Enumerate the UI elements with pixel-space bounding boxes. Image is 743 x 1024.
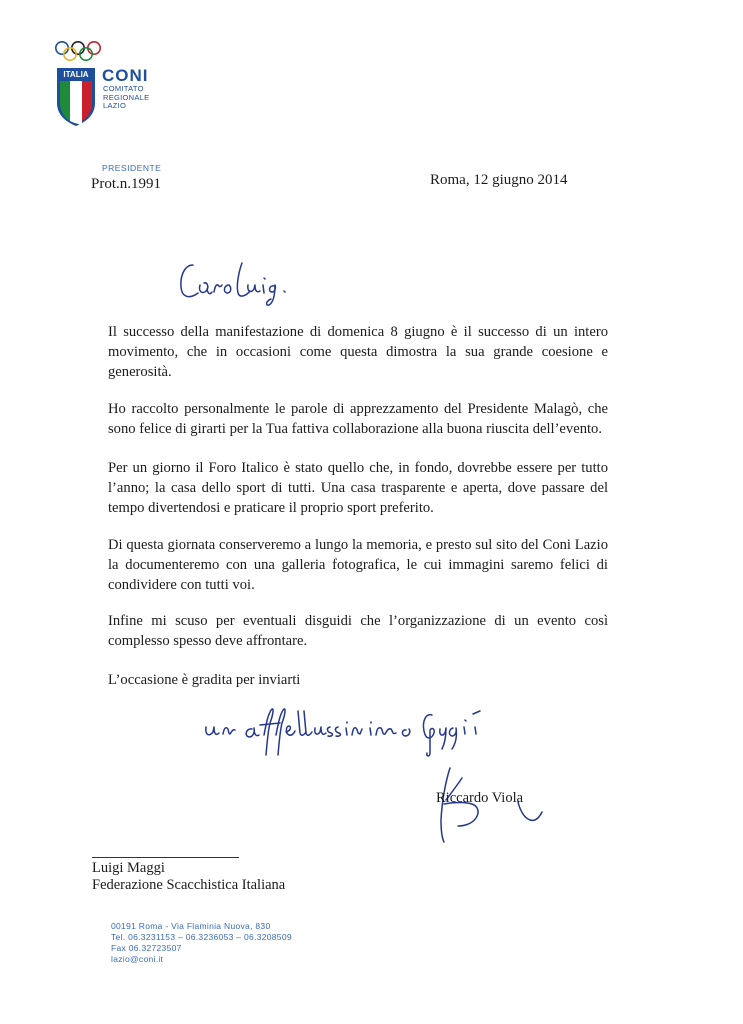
body-paragraph: Ho raccolto personalmente le parole di apprezzamento del Presidente Malagò, che sono felice di girarti per la Tua fattiva collaborazione alla buona riuscita dell’evento. xyxy=(108,401,608,437)
footer-email: lazio@coni.it xyxy=(111,954,164,964)
coni-logo xyxy=(54,40,194,130)
org-abbrev: CONI xyxy=(102,66,149,85)
recipient-rule xyxy=(92,857,239,858)
body-paragraph: Il successo della manifestazione di domenica 8 giugno è il successo di un intero movimento, che in occasioni come questa dimostra la sua grande coesione e generosità. xyxy=(108,324,608,380)
handwritten-salutation xyxy=(176,255,326,310)
recipient-organization: Federazione Scacchistica Italiana xyxy=(92,877,286,893)
shield-label-wrap xyxy=(56,68,96,80)
letter-date: Roma, 12 giugno 2014 xyxy=(430,172,568,188)
recipient-block xyxy=(92,860,285,894)
letterhead-footer xyxy=(111,921,292,965)
body-paragraph: Infine mi scuso per eventuali disguidi che l’organizzazione di un evento così complesso spesso deve affrontare. xyxy=(108,613,608,649)
sender-role: PRESIDENTE xyxy=(102,163,162,173)
footer-tel: Tel. 06.3231153 – 06.3236053 – 06.3208509 xyxy=(111,932,292,942)
protocol-number: Prot.n.1991 xyxy=(91,176,162,192)
body-paragraph: Di questa giornata conserveremo a lungo la memoria, e presto sul sito del Coni Lazio la documenteremo con una galleria fotografica, le cui immagini saremo felici di condividere con tutti voi. xyxy=(108,537,608,593)
org-subtitle xyxy=(103,85,183,111)
org-subtitle-line: LAZIO xyxy=(103,101,127,110)
shield-label: ITALIA xyxy=(63,70,89,79)
handwritten-closing xyxy=(200,703,540,763)
body-paragraph: Per un giorno il Foro Italico è stato quello che, in fondo, dovrebbe essere per tutto l’anno; la casa dello sport di tutti. Una casa trasparente e aperta, dove passare del tempo divertendosi e praticare il proprio sport preferito. xyxy=(108,460,608,516)
footer-fax: Fax 06.32723507 xyxy=(111,943,182,953)
body-paragraph: L’occasione è gradita per inviarti xyxy=(108,672,301,688)
recipient-name: Luigi Maggi xyxy=(92,860,165,876)
footer-address: 00191 Roma - Via Flaminia Nuova, 830 xyxy=(111,921,271,931)
org-subtitle-line: REGIONALE xyxy=(103,92,150,102)
org-subtitle-line: COMITATO xyxy=(103,84,144,93)
olympic-rings-icon xyxy=(54,40,102,62)
signer-name: Riccardo Viola xyxy=(436,790,524,806)
